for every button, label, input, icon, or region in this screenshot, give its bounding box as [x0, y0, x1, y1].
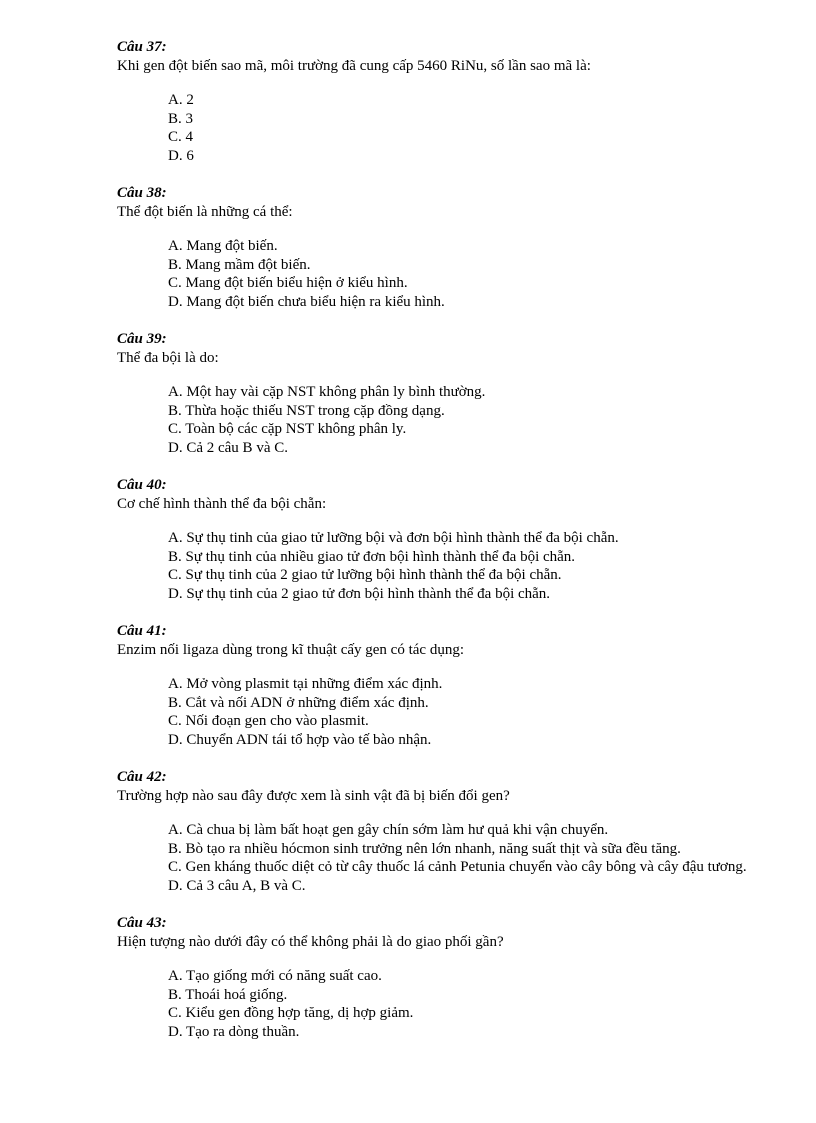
option-b: B. Mang mầm đột biến. [168, 256, 311, 273]
option-c: C. Kiểu gen đồng hợp tăng, dị hợp giảm. [168, 1005, 414, 1021]
option-a: A. 2 [168, 92, 194, 108]
option-a: A. Tạo giống mới có năng suất cao. [168, 968, 382, 984]
question-43 [117, 914, 762, 1041]
option-b: B. 3 [168, 110, 194, 127]
question-text: Enzim nối ligaza dùng trong kĩ thuật cấy gen có tác dụng: [117, 642, 464, 658]
option-c: C. Mang đột biến biểu hiện ở kiểu hình. [168, 275, 408, 291]
option-a: A. Một hay vài cặp NST không phân ly bình thường. [168, 384, 486, 400]
option-b: B. Thừa hoặc thiếu NST trong cặp đồng dạng. [168, 402, 445, 419]
question-text: Thể đa bội là do: [117, 350, 219, 366]
option-c: C. Gen kháng thuốc diệt cỏ từ cây thuốc lá cảnh Petunia chuyển vào cây bông và cây đậu tương. [168, 859, 747, 875]
option-d: D. Chuyển ADN tái tổ hợp vào tế bào nhận. [168, 731, 432, 748]
question-title: Câu 42: [117, 769, 167, 785]
question-38 [117, 184, 762, 311]
option-a: A. Mở vòng plasmit tại những điểm xác định. [168, 676, 443, 692]
option-c: C. Sự thụ tinh của 2 giao tử lưỡng bội hình thành thể đa bội chẵn. [168, 567, 562, 583]
option-d: D. Cả 3 câu A, B và C. [168, 877, 306, 894]
document-page [117, 38, 762, 1060]
question-37 [117, 38, 762, 165]
question-title: Câu 39: [117, 331, 167, 347]
question-title: Câu 37: [117, 39, 167, 55]
option-b: B. Sự thụ tinh của nhiều giao tử đơn bội hình thành thể đa bội chẵn. [168, 548, 576, 565]
option-c: C. Toàn bộ các cặp NST không phân ly. [168, 421, 407, 437]
option-d: D. 6 [168, 147, 194, 164]
answer-options [117, 237, 762, 311]
question-40 [117, 476, 762, 603]
question-39 [117, 330, 762, 457]
option-d: D. Cả 2 câu B và C. [168, 439, 288, 456]
question-41 [117, 622, 762, 749]
option-a: A. Sự thụ tinh của giao tử lưỡng bội và đơn bội hình thành thể đa bội chẵn. [168, 530, 619, 546]
question-title: Câu 41: [117, 623, 167, 639]
question-title: Câu 38: [117, 185, 167, 201]
option-b: B. Bò tạo ra nhiều hócmon sinh trưởng nên lớn nhanh, năng suất thịt và sữa đều tăng. [168, 840, 681, 857]
question-text: Cơ chế hình thành thể đa bội chẵn: [117, 496, 327, 512]
option-c: C. Nối đoạn gen cho vào plasmit. [168, 713, 369, 729]
answer-options [117, 383, 762, 457]
question-text: Thể đột biến là những cá thể: [117, 204, 293, 220]
option-d: D. Mang đột biến chưa biểu hiện ra kiểu hình. [168, 293, 445, 310]
answer-options [117, 91, 762, 165]
option-b: B. Cắt và nối ADN ở những điểm xác định. [168, 694, 429, 711]
answer-options [117, 675, 762, 749]
question-text: Trường hợp nào sau đây được xem là sinh vật đã bị biến đổi gen? [117, 788, 510, 804]
answer-options [117, 967, 762, 1041]
option-d: D. Tạo ra dòng thuần. [168, 1023, 300, 1040]
question-text: Khi gen đột biến sao mã, môi trường đã cung cấp 5460 RiNu, số lần sao mã là: [117, 58, 591, 74]
answer-options [117, 821, 762, 895]
option-a: A. Cà chua bị làm bất hoạt gen gây chín sớm làm hư quả khi vận chuyển. [168, 822, 609, 838]
option-a: A. Mang đột biến. [168, 238, 278, 254]
question-text: Hiện tượng nào dưới đây có thể không phải là do giao phối gần? [117, 934, 504, 950]
answer-options [117, 529, 762, 603]
option-b: B. Thoái hoá giống. [168, 986, 288, 1003]
option-d: D. Sự thụ tinh của 2 giao tử đơn bội hình thành thể đa bội chẵn. [168, 585, 551, 602]
question-title: Câu 40: [117, 477, 167, 493]
question-title: Câu 43: [117, 915, 167, 931]
option-c: C. 4 [168, 129, 194, 145]
question-42 [117, 768, 762, 895]
